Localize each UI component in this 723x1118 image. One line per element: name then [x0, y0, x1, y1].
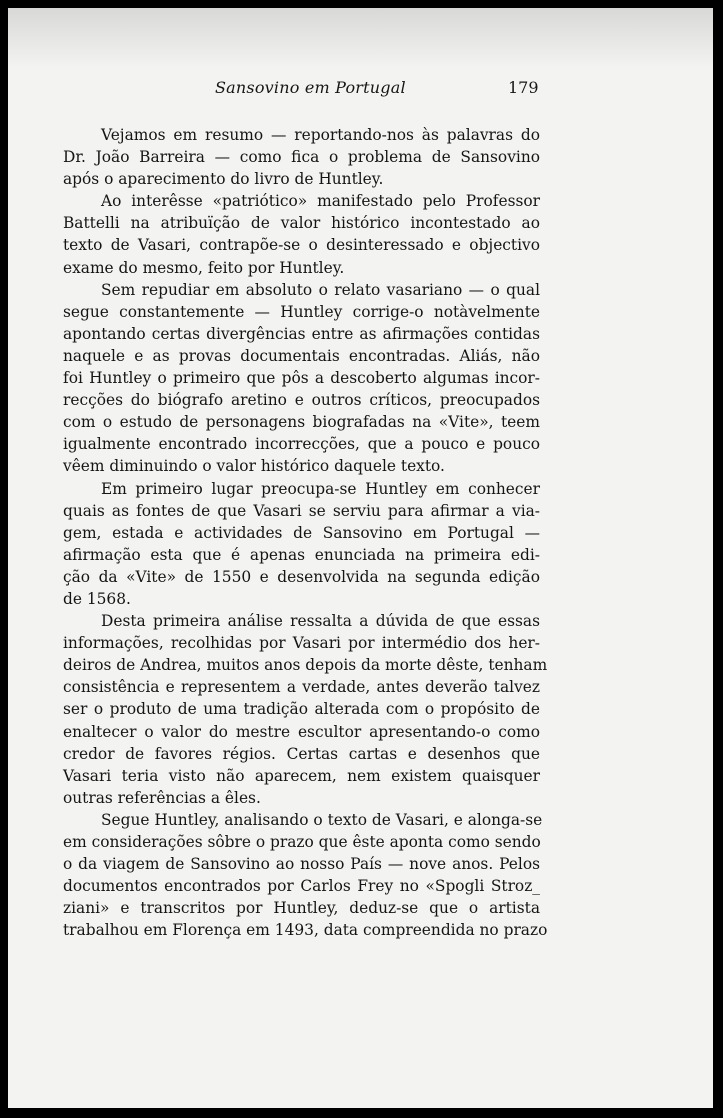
paragraph-5 [63, 610, 548, 809]
book-page [8, 8, 713, 1108]
text-line: trabalhou em Florença em 1493, data compreendida no prazo [63, 921, 548, 940]
text-line: consistência e representem a verdade, antes deverão talvez [63, 678, 540, 697]
text-line: Vejamos em resumo — reportando-nos às palavras do [101, 126, 540, 144]
text-line: recções do biógrafo aretino e outros críticos, preocupados [63, 391, 540, 410]
text-line: deiros de Andrea, muitos anos depois da morte dêste, tenham [63, 656, 548, 675]
running-title: Sansovino em Portugal [215, 78, 406, 97]
text-line: com o estudo de personagens biografadas na «Vite», teem [63, 413, 540, 432]
text-line: apontando certas divergências entre as afirmações contidas [63, 324, 540, 343]
text-line: credor de favores régios. Certas cartas e desenhos que [63, 744, 540, 763]
text-line: gem, estada e actividades de Sansovino em Portugal — [63, 523, 540, 542]
paragraph-3 [63, 279, 540, 478]
text-line: igualmente encontrado incorrecções, que a pouco e pouco [63, 435, 540, 454]
text-line: informações, recolhidas por Vasari por intermédio dos her- [63, 634, 540, 653]
text-line: foi Huntley o primeiro que pôs a descoberto algumas incor- [63, 369, 540, 388]
text-line: o da viagem de Sansovino ao nosso País — nove anos. Pelos [63, 855, 540, 874]
text-line: enaltecer o valor do mestre escultor apresentando-o como [63, 722, 540, 741]
text-line: outras referências a êles. [63, 788, 261, 807]
text-line: ziani» e transcritos por Huntley, deduz-se que o artista [63, 899, 540, 918]
text-line: em considerações sôbre o prazo que êste aponta como sendo [63, 833, 541, 851]
text-line: quais as fontes de que Vasari se serviu para afirmar a via- [63, 501, 540, 520]
text-line: Sem repudiar em absoluto o relato vasariano — o qual [101, 280, 540, 299]
text-line: documentos encontrados por Carlos Frey no «Spogli Stroz_ [63, 877, 540, 896]
text-line: afirmação esta que é apenas enunciada na primeira edi- [63, 545, 540, 564]
text-line: texto de Vasari, contrapõe-se o desinteressado e objectivo [63, 236, 540, 255]
text-line: segue constantemente — Huntley corrige-o notàvelmente [63, 302, 540, 321]
text-line: naquele e as provas documentais encontradas. Aliás, não [63, 346, 540, 365]
text-line: após o aparecimento do livro de Huntley. [63, 170, 384, 189]
text-line: vêem diminuindo o valor histórico daquele texto. [63, 457, 445, 476]
text-line: Battelli na atribuïção de valor histórico incontestado ao [63, 214, 540, 233]
running-header [8, 78, 713, 102]
paragraph-6 [63, 809, 548, 942]
paragraph-4 [63, 478, 540, 611]
paragraph-1 [63, 124, 540, 190]
text-line: de 1568. [63, 589, 131, 608]
text-line: ser o produto de uma tradição alterada com o propósito de [63, 700, 540, 719]
paragraph-2 [63, 190, 540, 278]
text-line: ção da «Vite» de 1550 e desenvolvida na segunda edição [63, 567, 540, 586]
text-line: Dr. João Barreira — como fica o problema de Sansovino [63, 148, 540, 167]
text-line: Vasari teria visto não aparecem, nem existem quaisquer [63, 766, 540, 785]
text-line: exame do mesmo, feito por Huntley. [63, 258, 345, 277]
text-line: Ao interêsse «patriótico» manifestado pelo Professor [101, 192, 540, 211]
page-scan-shadow [8, 8, 713, 68]
text-line: Desta primeira análise ressalta a dúvida de que essas [101, 612, 540, 631]
page-number: 179 [508, 78, 539, 97]
body-text [63, 124, 548, 941]
text-line: Em primeiro lugar preocupa-se Huntley em conhecer [101, 479, 540, 498]
text-line: Segue Huntley, analisando o texto de Vasari, e alonga-se [101, 810, 543, 829]
